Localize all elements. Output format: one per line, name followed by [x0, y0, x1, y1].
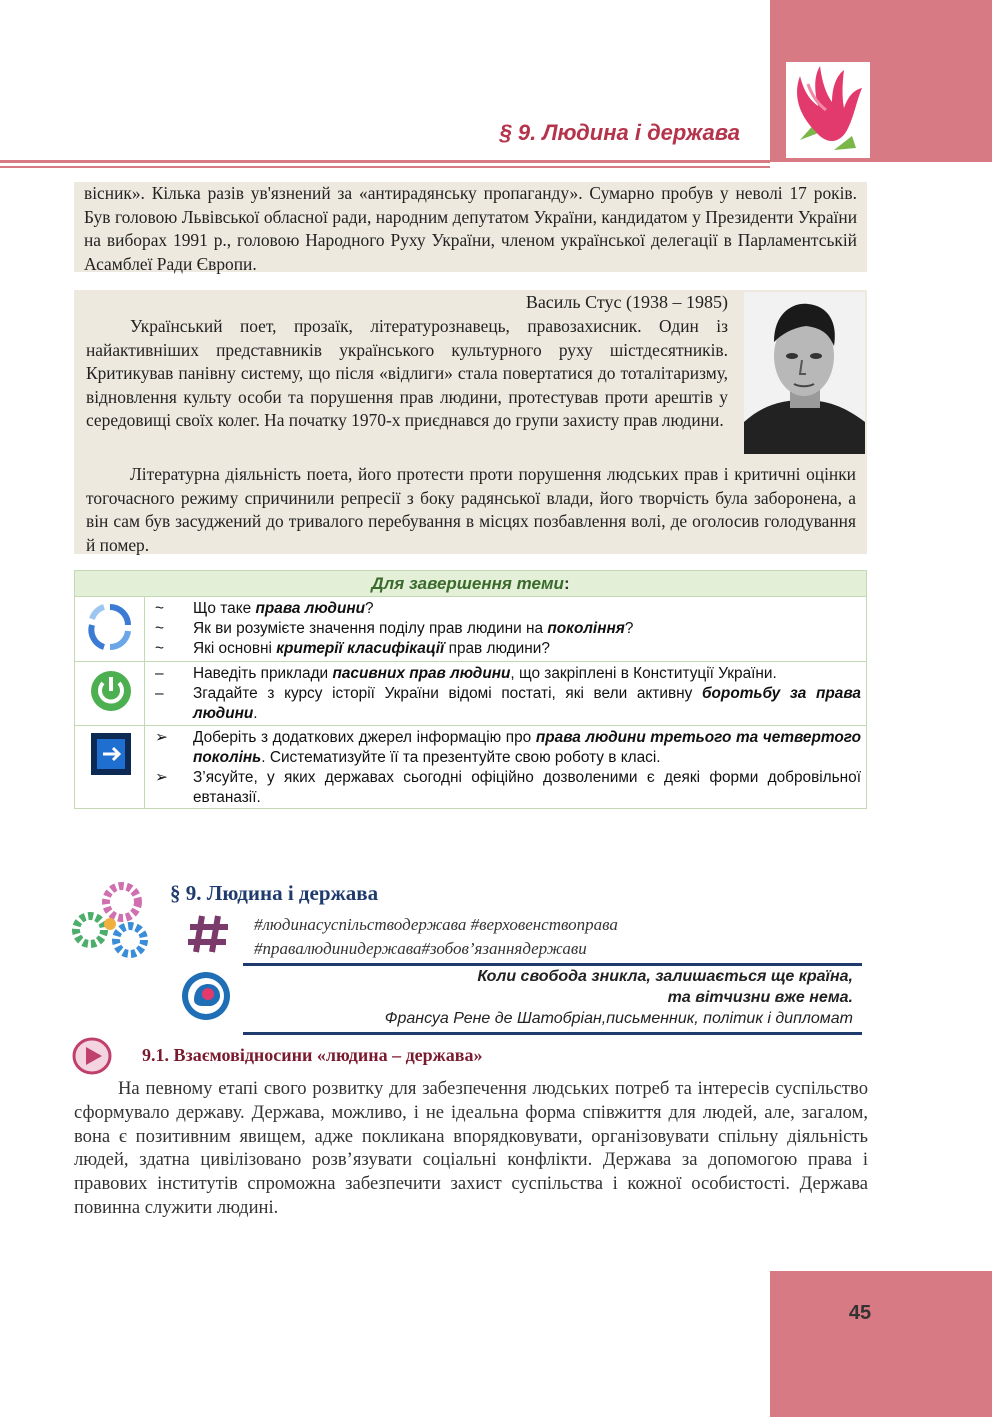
hand-logo-icon — [786, 62, 870, 158]
task-group-2 — [151, 664, 861, 724]
task-item: ➢ Доберіть з додаткових джерел інформацію про права людини третього та четвертого поколінь. Систематизуйте її та презентуйте свою роботу в класі. — [151, 728, 861, 768]
divider — [75, 596, 866, 597]
header-rule — [0, 160, 770, 163]
body-paragraph — [74, 1077, 868, 1220]
bullet: ➢ — [155, 769, 168, 786]
running-header-title: § 9. Людина і держава — [499, 120, 740, 145]
bio-text: Літературна діяльність поета, його протести проти порушення людських прав і критичні оцінки тогочасного режиму спричинили репресії з боку радянської влади, його творчість була заборонена, а він сам був засуджений до тривалого перебування в місцях позбавлення волі, де оголосив голодування й помер. — [86, 464, 856, 555]
task-item: – Згадайте з курсу історії України відомі постаті, які вели активну боротьбу за права людини. — [151, 684, 861, 724]
paragraph-text: На певному етапі свого розвитку для забезпечення людських потреб та інтересів суспільство сформувало державу. Держава, можливо, і не ідеальна форма співжиття для людей, але, загалом, вона є позитивним явищем, адже покликана впорядковувати, організовувати спільну діяльність людей, здатна цивілізовано розв’язувати соціальні конфлікти. Держава за допомогою права і правових інститутів спроможна забезпечити захист суспільства і кожної особистості. Держава повинна служити людині. — [74, 1078, 868, 1218]
divider — [144, 596, 145, 808]
tasks-heading: Для завершення теми: — [75, 571, 866, 596]
task-item: ~ Як ви розумієте значення поділу прав людини на покоління? — [151, 619, 861, 639]
divider — [75, 661, 866, 662]
bio-text: Український поет, прозаїк, літературознавець, правозахисник. Один із найактивніших представників українського культурного руху шістдесятників. Критикував панівну систему, що після «відлиги» стала повертатися до тоталітаризму, відновлення культу особи та порушення прав людини, протестував проти арештів у середовищі своїх колег. На початку 1970-х приєднався до групи захисту прав людини. — [86, 316, 728, 430]
gears-icon — [72, 880, 156, 967]
power-icon — [89, 667, 133, 721]
bio-paragraph-1 — [86, 315, 728, 433]
hashtag-icon — [186, 912, 230, 961]
footer-band — [770, 1271, 992, 1417]
hashtags — [254, 913, 618, 961]
quote-rule — [243, 1032, 862, 1035]
subsection-title: 9.1. Взаємовідносини «людина – держава» — [142, 1045, 483, 1065]
task-item: ➢ З’ясуйте, у яких державах сьогодні офіційно дозволеними є деякі форми добровільної евтаназії. — [151, 768, 861, 808]
bullet: ➢ — [155, 729, 168, 746]
portrait-photo — [744, 292, 865, 454]
bullet: – — [155, 685, 164, 702]
brain-head-icon — [180, 970, 232, 1027]
bio-paragraph-2 — [86, 463, 856, 557]
play-button-icon — [72, 1036, 116, 1081]
task-group-1 — [151, 599, 861, 659]
quote-line: та вітчизни вже нема. — [667, 989, 853, 1006]
hashtag-line: #людинасуспільстводержава #верховенствоправа — [254, 915, 618, 934]
bullet: ~ — [155, 620, 164, 637]
header-rule-thin — [0, 166, 770, 168]
bullet: ~ — [155, 640, 164, 657]
epigraph — [243, 966, 853, 1029]
quote-line: Коли свобода зникла, залишається ще країна, — [477, 968, 853, 985]
bio-continuation: вісник». Кілька разів ув'язнений за «антирадянську пропаганду». Сумарно пробув у неволі 17 років. Був головою Львівської обласної ради, народним депутатом України, кандидатом у Президенти України на виборах 1991 р., головою Народного Руху України, членом української делегації в Парламентській Асамблеї Ради Європи. — [74, 182, 867, 272]
bullet: – — [155, 665, 164, 682]
refresh-arrows-icon — [87, 601, 133, 659]
divider — [75, 725, 866, 726]
task-group-3 — [151, 728, 861, 808]
exit-door-icon — [89, 731, 133, 783]
hashtag-line: #правалюдинидержава#зобов’язаннядержави — [254, 939, 587, 958]
task-item: ~ Які основні критерії класифікації прав людини? — [151, 639, 861, 659]
page-number: 45 — [848, 1302, 872, 1324]
task-item: ~ Що таке права людини? — [151, 599, 861, 619]
quote-author: Франсуа Рене де Шатобріан,письменник, політик і дипломат — [384, 1010, 853, 1027]
tasks-table — [74, 570, 867, 809]
section-title: § 9. Людина і держава — [170, 881, 379, 905]
task-item: – Наведіть приклади пасивних прав людини, що закріплені в Конституції України. — [151, 664, 861, 684]
bio-name: Василь Стус (1938 – 1985) — [525, 292, 728, 312]
bullet: ~ — [155, 600, 164, 617]
